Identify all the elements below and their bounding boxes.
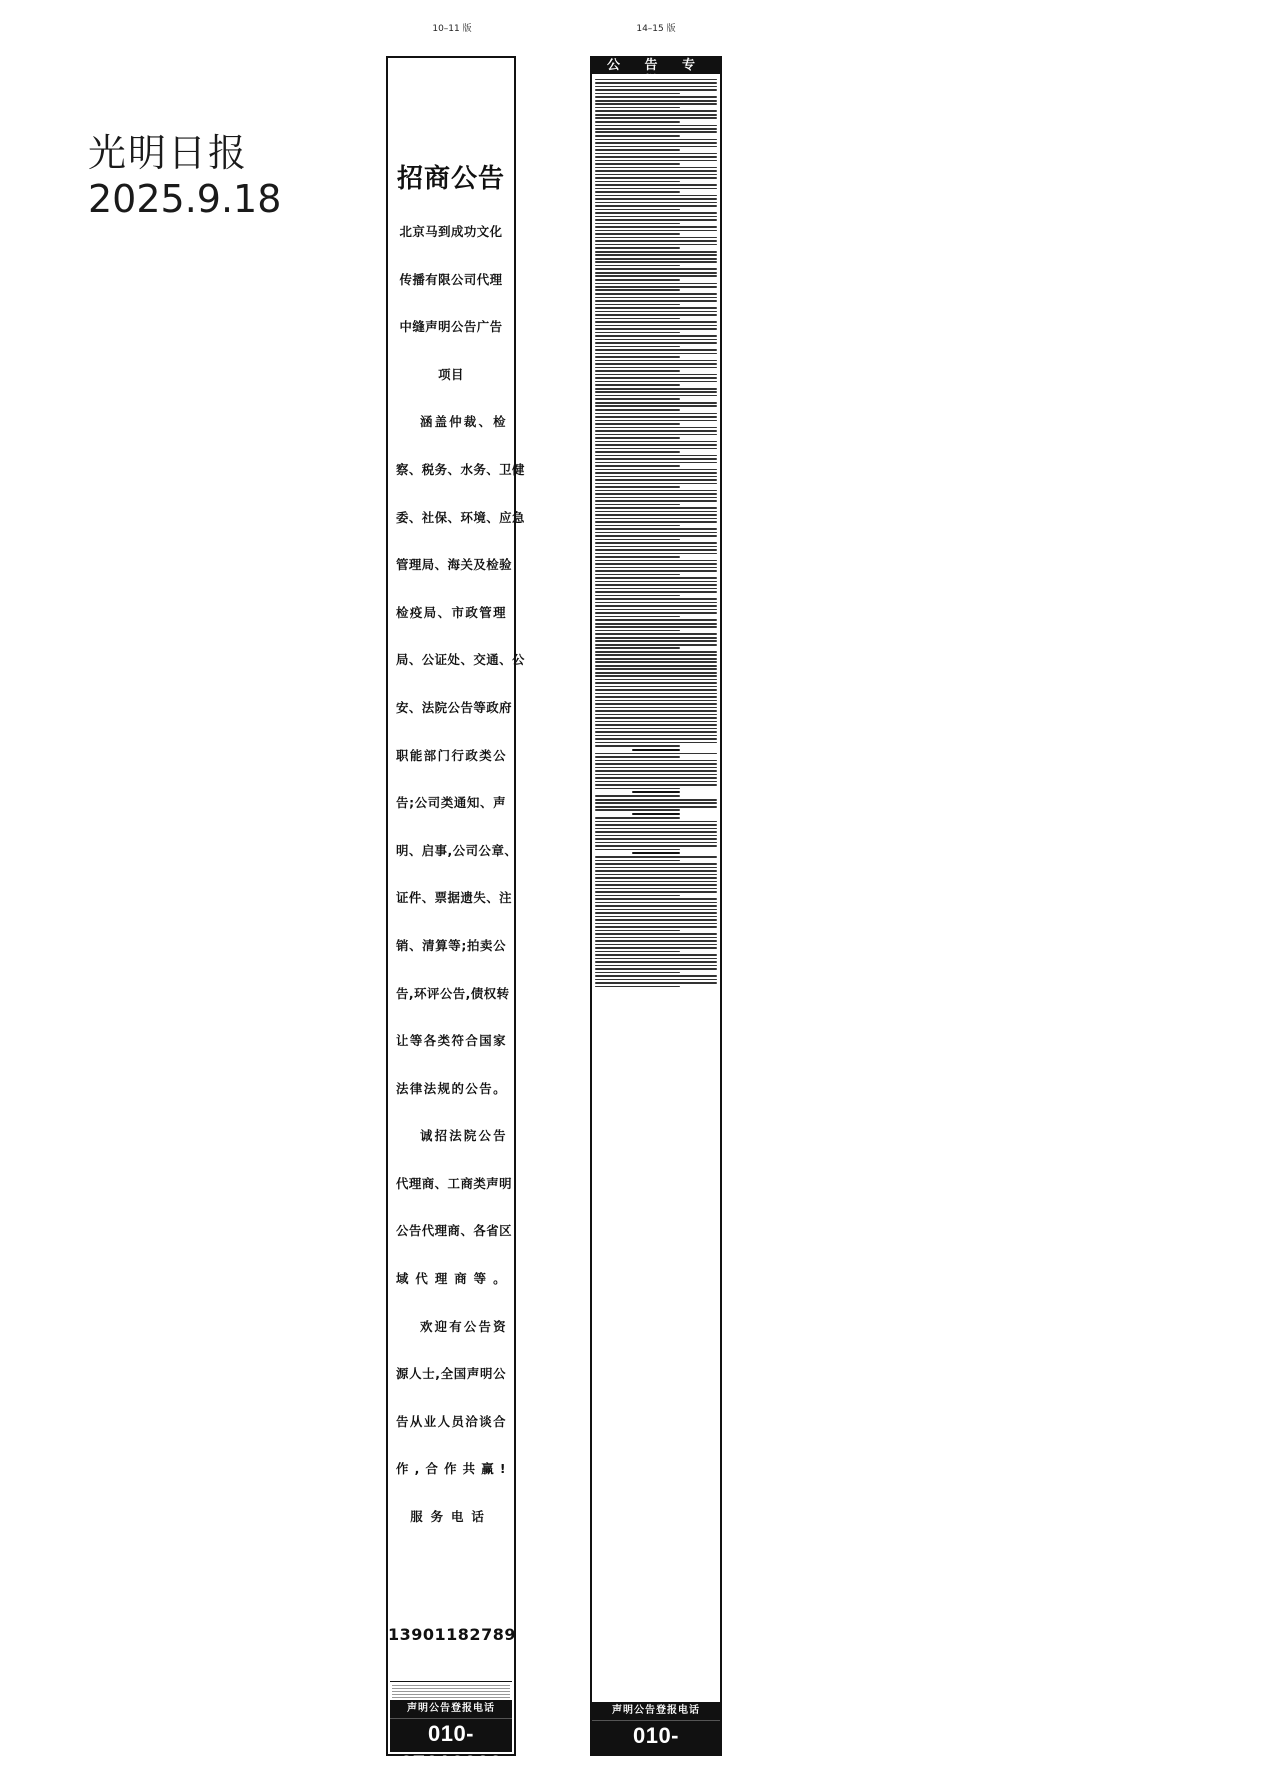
notice-item bbox=[595, 226, 717, 235]
ad-line: 服务电话 bbox=[410, 1509, 492, 1525]
notice-item bbox=[595, 293, 717, 305]
notice-item bbox=[595, 427, 717, 439]
notice-item bbox=[595, 321, 717, 333]
notice-item bbox=[595, 821, 717, 850]
ad-line: 让等各类符合国家 bbox=[396, 1033, 506, 1049]
notice-item bbox=[595, 153, 717, 165]
ad-line: 欢迎有公告资 bbox=[420, 1318, 506, 1334]
notice-item bbox=[595, 184, 717, 193]
footer-phone: 010-67616666 bbox=[605, 1723, 707, 1778]
notice-item bbox=[595, 619, 717, 631]
notice-item bbox=[595, 349, 717, 358]
notice-item bbox=[595, 283, 717, 292]
notice-item bbox=[595, 268, 717, 280]
ad-line: 检疫局、市政管理 bbox=[396, 604, 506, 620]
notice-item bbox=[595, 139, 717, 151]
ad-line: 传播有限公司代理 bbox=[399, 271, 503, 287]
notice-item bbox=[595, 125, 717, 137]
notice-column-header: 公 告 专 bbox=[592, 58, 720, 74]
ad-line: 证件、票据遗失、注 bbox=[396, 890, 513, 906]
ad-line: 职能部门行政类公 bbox=[396, 747, 506, 763]
notice-item bbox=[595, 898, 717, 931]
ad-line: 北京马到成功文化 bbox=[399, 224, 503, 239]
recruitment-ad-column bbox=[386, 56, 525, 1776]
footer-bar bbox=[592, 1702, 720, 1778]
notice-item bbox=[595, 402, 717, 411]
ad-body bbox=[396, 208, 525, 1541]
ad-line: 域代理商等。 bbox=[396, 1271, 506, 1287]
notice-item bbox=[595, 749, 717, 758]
ad-line: 管理局、海关及检验 bbox=[396, 557, 513, 573]
notice-item bbox=[595, 813, 717, 819]
footer-bar bbox=[390, 1700, 512, 1776]
ad-line: 告从业人员洽谈合 bbox=[396, 1413, 506, 1429]
ad-title: 招商公告 bbox=[396, 164, 505, 194]
notice-item bbox=[595, 335, 717, 347]
notice-item bbox=[595, 360, 717, 372]
ad-service-phone: 13901182789 bbox=[388, 1625, 516, 1644]
notice-item bbox=[595, 577, 717, 596]
notice-item bbox=[595, 441, 717, 453]
footer-phone: 010-67616666 bbox=[400, 1721, 502, 1776]
ad-line: 公告代理商、各省区 bbox=[396, 1223, 513, 1239]
ad-line: 告,环评公告,债权转 bbox=[396, 985, 510, 1001]
notice-item bbox=[595, 110, 717, 122]
notice-column bbox=[590, 56, 722, 1778]
ad-line: 委、社保、环境、应急 bbox=[396, 509, 525, 525]
edition-label-left: 10–11 版 bbox=[432, 24, 472, 34]
notice-item bbox=[595, 933, 717, 952]
notice-item bbox=[595, 791, 717, 797]
notice-item bbox=[595, 542, 717, 558]
notice-item bbox=[595, 469, 717, 488]
notice-item bbox=[595, 490, 717, 506]
ad-line: 明、启事,公司公章、 bbox=[396, 842, 518, 858]
notice-item bbox=[595, 237, 717, 249]
notice-item bbox=[595, 863, 717, 896]
ad-line: 源人士,全国声明公 bbox=[396, 1366, 506, 1382]
notice-item bbox=[595, 307, 717, 319]
notice-item bbox=[595, 954, 717, 973]
notice-item bbox=[595, 507, 717, 526]
notice-item bbox=[595, 799, 717, 811]
issue-date: 2025.9.18 bbox=[88, 176, 282, 221]
notice-item bbox=[595, 651, 717, 747]
ad-line: 项目 bbox=[438, 366, 464, 382]
notice-item bbox=[595, 633, 717, 649]
ad-line: 中缝声明公告广告 bbox=[399, 319, 503, 335]
notice-item bbox=[595, 167, 717, 183]
notice-item bbox=[595, 413, 717, 425]
ad-line: 作,合作共赢! bbox=[396, 1461, 506, 1477]
ad-line: 察、税务、水务、卫健 bbox=[396, 461, 525, 477]
notice-item bbox=[595, 975, 717, 987]
notice-item bbox=[595, 212, 717, 224]
ad-line: 销、清算等;拍卖公 bbox=[396, 937, 506, 953]
newspaper-name: 光明日报 bbox=[88, 131, 249, 175]
fine-print bbox=[392, 1685, 510, 1701]
ad-line: 局、公证处、交通、公 bbox=[396, 652, 525, 668]
ad-line: 法律法规的公告。 bbox=[396, 1080, 506, 1096]
ad-line: 告;公司类通知、声 bbox=[396, 795, 506, 811]
notice-item bbox=[595, 455, 717, 467]
edition-label-right: 14–15 版 bbox=[636, 24, 676, 34]
notice-item bbox=[595, 598, 717, 617]
notice-item bbox=[595, 760, 717, 789]
notice-item bbox=[595, 195, 717, 211]
ad-line: 安、法院公告等政府 bbox=[396, 699, 513, 715]
ad-footer bbox=[390, 1681, 512, 1776]
ad-line: 诚招法院公告 bbox=[420, 1128, 506, 1144]
notice-item bbox=[595, 374, 717, 386]
notice-item bbox=[595, 852, 717, 861]
footer-label: 声明公告登报电话 bbox=[390, 1700, 512, 1719]
notice-item bbox=[595, 528, 717, 540]
notice-item bbox=[595, 79, 717, 95]
notice-item bbox=[595, 388, 717, 400]
notice-item bbox=[595, 251, 717, 267]
ad-line: 涵盖仲裁、检 bbox=[420, 414, 506, 430]
footer-label: 声明公告登报电话 bbox=[592, 1702, 720, 1721]
notice-item bbox=[595, 96, 717, 108]
notice-text-area bbox=[595, 77, 717, 1696]
ad-line: 代理商、工商类声明 bbox=[396, 1175, 513, 1191]
notice-item bbox=[595, 560, 717, 576]
masthead bbox=[88, 132, 328, 221]
